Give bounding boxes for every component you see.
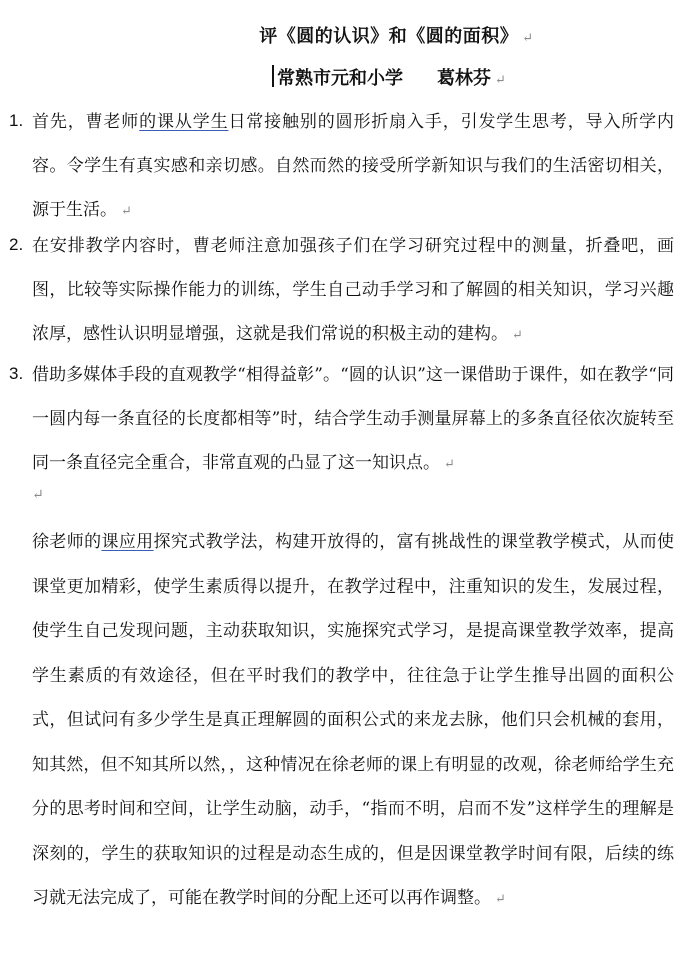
- author-name: 葛林芬: [437, 68, 492, 89]
- body-paragraph: 徐老师的课应用探究式教学法，构建开放得的，富有挑战性的课堂教学模式，从而使课堂更加精彩，使学生素质得以提升，在教学过程中，注重知识的发生，发展过程，使学生自己发现问题，主动获取知识，实施探究式学习，是提高课堂教学效率，提高学生素质的有效途径，但在平时我们的教学中，往往急于让学生推导出圆的面积公式，但试问有多少学生是真正理解圆的面积公式的来龙去脉，他们只会机械的套用，知其然，但不知其所以然，，这种情况在徐老师的课上有明显的改观，徐老师给学生充分的思考时间和空间，让学生动脑，动手，“指而不明，启而不发”这样学生的理解是深刻的，学生的获取知识的过程是动态生成的，但是因课堂教学时间有限，后续的练习就无法完成了，可能在教学时间的分配上还可以再作调整。 ↵: [32, 532, 675, 908]
- list-item-text: 在安排教学内容时，曹老师注意加强孩子们在学习研究过程中的测量，折叠吧，画图，比较等实际操作能力的训练，学生自己动手学习和了解圆的相关知识，学习兴趣浓厚，感性认识明显增强，这就是我们常说的积极主动的建构。 ↵: [32, 236, 674, 344]
- paragraph-mark-icon: ↵: [522, 31, 534, 46]
- paragraph-mark-icon: ↵: [121, 204, 132, 219]
- underlined-phrase: 的课从学生: [139, 112, 229, 132]
- paragraph-mark-icon: ↵: [495, 892, 506, 907]
- paragraph-mark-icon: ↵: [32, 487, 44, 503]
- author-line: [0, 64, 683, 90]
- list-item-text: 首先，曹老师的课从学生日常接触别的圆形折扇入手，引发学生思考，导入所学内容。令学生有真实感和亲切感。自然而然的接受所学新知识与我们的生活密切相关，源于生活。 ↵: [32, 112, 675, 220]
- title-text: 评《圆的认识》和《圆的面积》: [259, 26, 519, 47]
- list-number: 2.: [9, 235, 24, 254]
- document-title: [0, 22, 683, 48]
- author-school: 常熟市元和小学: [277, 68, 404, 89]
- list-number: 3.: [9, 364, 24, 383]
- text-cursor: [272, 65, 274, 87]
- list-number: 1.: [9, 111, 24, 130]
- paragraph-mark-icon: ↵: [444, 457, 455, 472]
- list-item-text: 借助多媒体手段的直观教学“相得益彰”。“圆的认识”这一课借助于课件，如在教学“同一圆内每一条直径的长度都相等”时，结合学生动手测量屏幕上的多条直径依次旋转至同一条直径完全重合，非常直观的凸显了这一知识点。 ↵: [32, 365, 674, 473]
- paragraph-mark-icon: ↵: [495, 73, 506, 88]
- underlined-phrase: 课应用: [101, 532, 154, 552]
- paragraph-mark-icon: ↵: [512, 328, 523, 343]
